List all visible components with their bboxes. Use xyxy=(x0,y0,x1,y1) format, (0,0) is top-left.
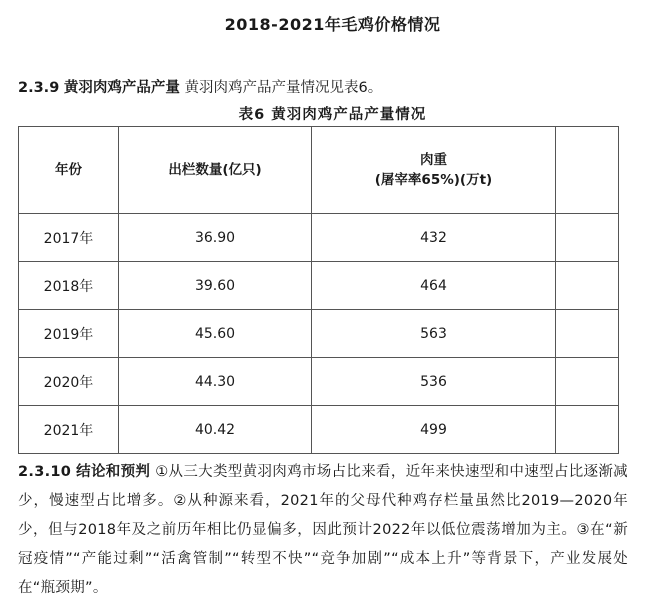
table-caption: 表6 黄羽肉鸡产品产量情况 xyxy=(238,107,427,123)
section-text: 黄羽肉鸡产品产量情况见表6。 xyxy=(184,80,383,96)
cell-output: 36.90 xyxy=(119,214,312,262)
cell-empty xyxy=(556,406,619,454)
cell-empty xyxy=(556,214,619,262)
table-row xyxy=(19,310,619,358)
cell-meat: 499 xyxy=(312,406,556,454)
table-container xyxy=(18,126,598,439)
cell-year: 2017年 xyxy=(19,214,119,262)
section-text: ①从三大类型黄羽肉鸡市场占比来看，近年来快速型和中速型占比逐渐减少，慢速型占比增多。②从种源来看，2021年的父母代种鸡存栏量虽然比2019—2020年少，但与2018年及之前历年相比仍显偏多，因此预计2022年以低位震荡增加为主。③在“新冠疫情”“产能过剩”“活禽管制”“转型不快”“竞争加剧”“成本上升”等背景下，产业发展处在“瓶颈期”。 xyxy=(18,464,628,596)
cell-meat: 432 xyxy=(312,214,556,262)
cell-year: 2021年 xyxy=(19,406,119,454)
header-output: 出栏数量(亿只) xyxy=(119,127,312,214)
cell-year: 2019年 xyxy=(19,310,119,358)
header-meat-line2: (屠宰率65%)(万t) xyxy=(374,172,493,188)
header-meat xyxy=(312,127,556,214)
table-row xyxy=(19,214,619,262)
table-row xyxy=(19,406,619,454)
cell-year: 2020年 xyxy=(19,358,119,406)
cell-output: 44.30 xyxy=(119,358,312,406)
section-number: 2.3.10 xyxy=(18,464,72,480)
table-header-row xyxy=(19,127,619,214)
cell-meat: 563 xyxy=(312,310,556,358)
section-number: 2.3.9 xyxy=(18,80,60,96)
cell-output: 40.42 xyxy=(119,406,312,454)
header-meat-line1: 肉重 xyxy=(420,152,447,168)
cell-empty xyxy=(556,262,619,310)
cell-year: 2018年 xyxy=(19,262,119,310)
table-row xyxy=(19,358,619,406)
section-2-3-10 xyxy=(18,458,628,603)
table-row xyxy=(19,262,619,310)
section-heading: 黄羽肉鸡产品产量 xyxy=(63,80,180,96)
cell-empty xyxy=(556,358,619,406)
cell-output: 45.60 xyxy=(119,310,312,358)
production-table xyxy=(18,126,619,454)
cell-empty xyxy=(556,310,619,358)
section-2-3-9 xyxy=(18,76,382,97)
header-year: 年份 xyxy=(19,127,119,214)
section-heading: 结论和预判 xyxy=(76,464,151,480)
cell-output: 39.60 xyxy=(119,262,312,310)
cell-meat: 536 xyxy=(312,358,556,406)
header-empty xyxy=(556,127,619,214)
cell-meat: 464 xyxy=(312,262,556,310)
page-title: 2018-2021年毛鸡价格情况 xyxy=(224,15,441,34)
